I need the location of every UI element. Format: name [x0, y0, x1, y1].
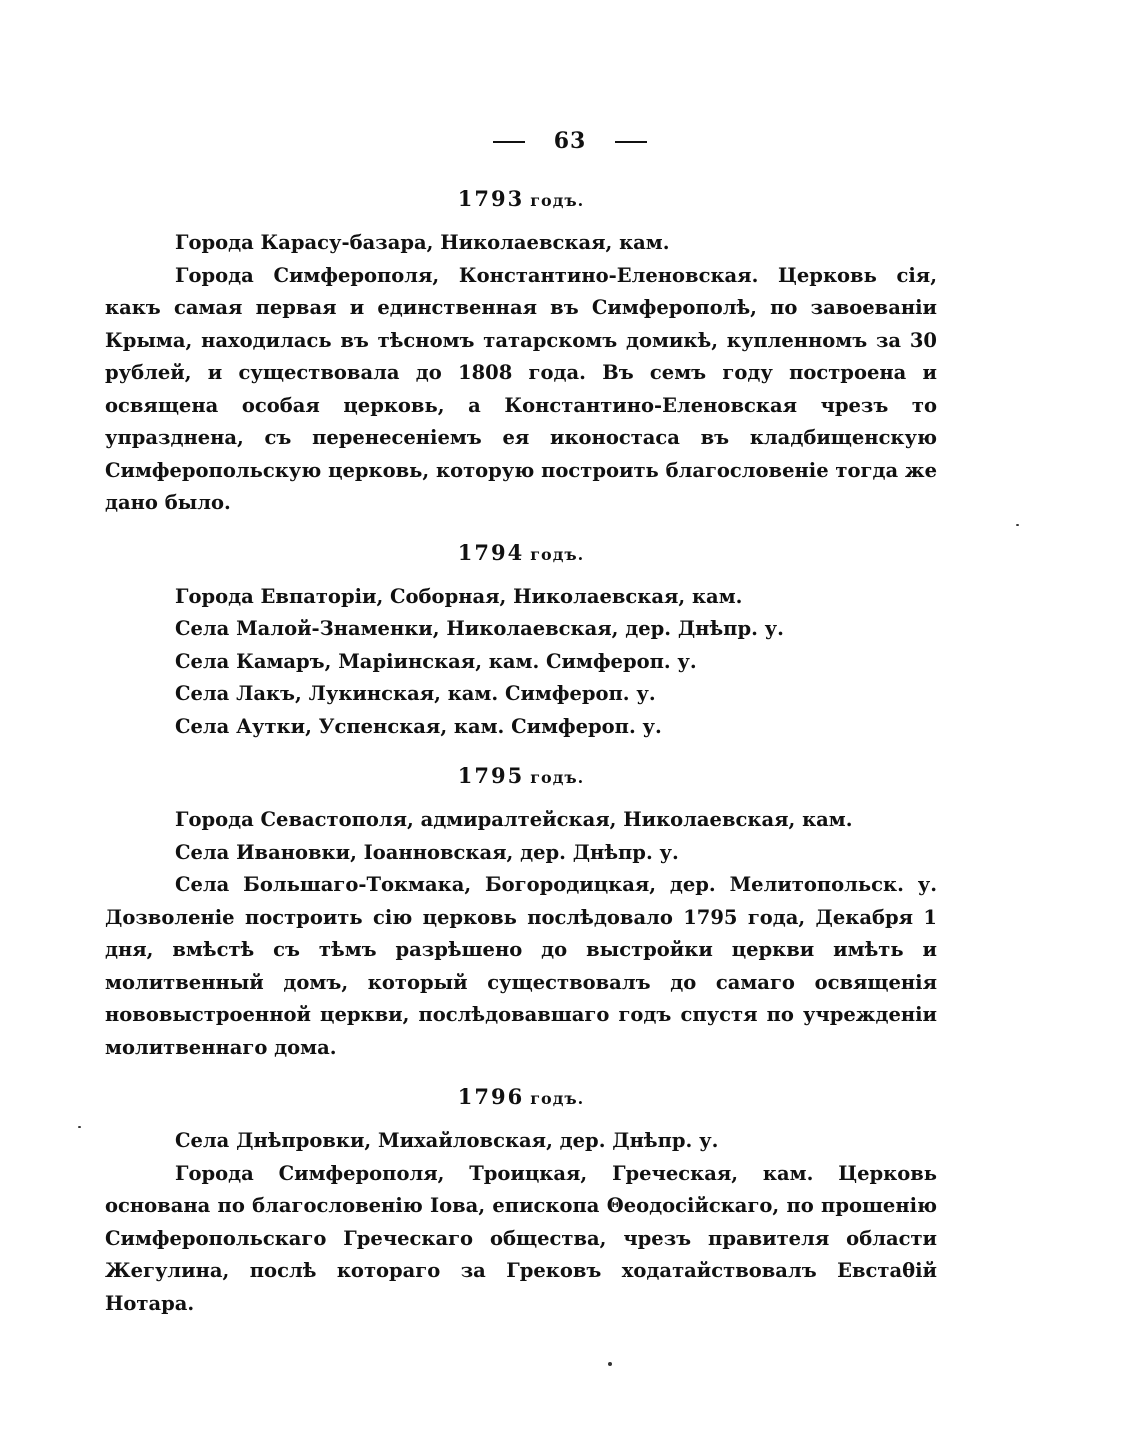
church-entry: Города Карасу-базара, Николаевская, кам. [175, 231, 670, 254]
church-entry: Села Ивановки, Іоанновская, дер. Днѣпр. у. [175, 840, 679, 864]
page-content [105, 186, 937, 1320]
year-word: годъ. [530, 544, 585, 564]
church-entry: Города Симферополя, Троицкая, Греческая, кам. Церковь основана по благословенію Іова, епископа Θеодосійскаго, по прошенію Симферопольскаго Греческаго общества, чрезъ правителя области Жегулина, послѣ котораго за Грековъ ходатайствовалъ Евстаθій Нотара. [105, 1161, 937, 1315]
section-1795 [105, 763, 937, 1064]
page-number: 63 [553, 128, 587, 154]
church-entry: Города Симферополя, Константино-Еленовская. Церковь сія, какъ самая первая и единственная въ Симферополѣ, по завоеваніи Крыма, находилась въ тѣсномъ татарскомъ домикѣ, купленномъ за 30 рублей, и существовала до 1808 года. Въ семъ году построена и освящена особая церковь, а Константино-Еленовская чрезъ то упразднена, съ перенесеніемъ ея иконостаса въ кладбищенскую Симферопольскую церковь, которую построить благословеніе тогда же дано было. [105, 263, 937, 514]
church-entry: Села Камаръ, Маріинская, кам. Симфероп. у. [175, 649, 697, 673]
year-number: 1794 [457, 539, 525, 565]
church-entry: Села Аутки, Успенская, кам. Симфероп. у. [175, 714, 662, 738]
year-word: годъ. [530, 768, 585, 787]
church-entry: Города Севастополя, адмиралтейская, Николаевская, кам. [175, 808, 853, 831]
section-1796 [105, 1084, 937, 1320]
year-number: 1796 [457, 1084, 525, 1109]
scan-speck [1016, 524, 1019, 526]
year-word: годъ. [530, 1089, 585, 1108]
year-heading [105, 1084, 937, 1109]
section-1794 [105, 540, 937, 744]
year-heading [105, 540, 937, 565]
section-1793 [105, 186, 937, 520]
scan-speck [78, 1126, 81, 1128]
year-word: годъ. [530, 191, 585, 210]
page-header [0, 128, 1140, 154]
year-number: 1793 [457, 186, 525, 211]
year-heading [105, 763, 937, 788]
year-heading [105, 186, 937, 211]
church-entry: Села Большаго-Токмака, Богородицкая, дер. Мелитопольск. у. Дозволеніе построить сію церковь послѣдовало 1795 года, Декабря 1 дня, вмѣстѣ съ тѣмъ разрѣшено до выстройки церкви имѣть и молитвенный домъ, который существовалъ до самаго освященія нововыстроенной церкви, послѣдовавшаго годъ спустя по учрежденіи молитвеннаго дома. [105, 873, 937, 1059]
church-entry: Города Евпаторіи, Соборная, Николаевская, кам. [175, 584, 743, 608]
year-number: 1795 [457, 763, 525, 788]
church-entry: Села Малой-Знаменки, Николаевская, дер. Днѣпр. у. [175, 617, 784, 640]
header-dash-left [493, 141, 525, 143]
scan-speck [608, 1362, 612, 1366]
church-entry: Села Лакъ, Лукинская, кам. Симфероп. у. [175, 682, 656, 705]
header-dash-right [615, 141, 647, 143]
church-entry: Села Днѣпровки, Михайловская, дер. Днѣпр. у. [175, 1129, 719, 1152]
